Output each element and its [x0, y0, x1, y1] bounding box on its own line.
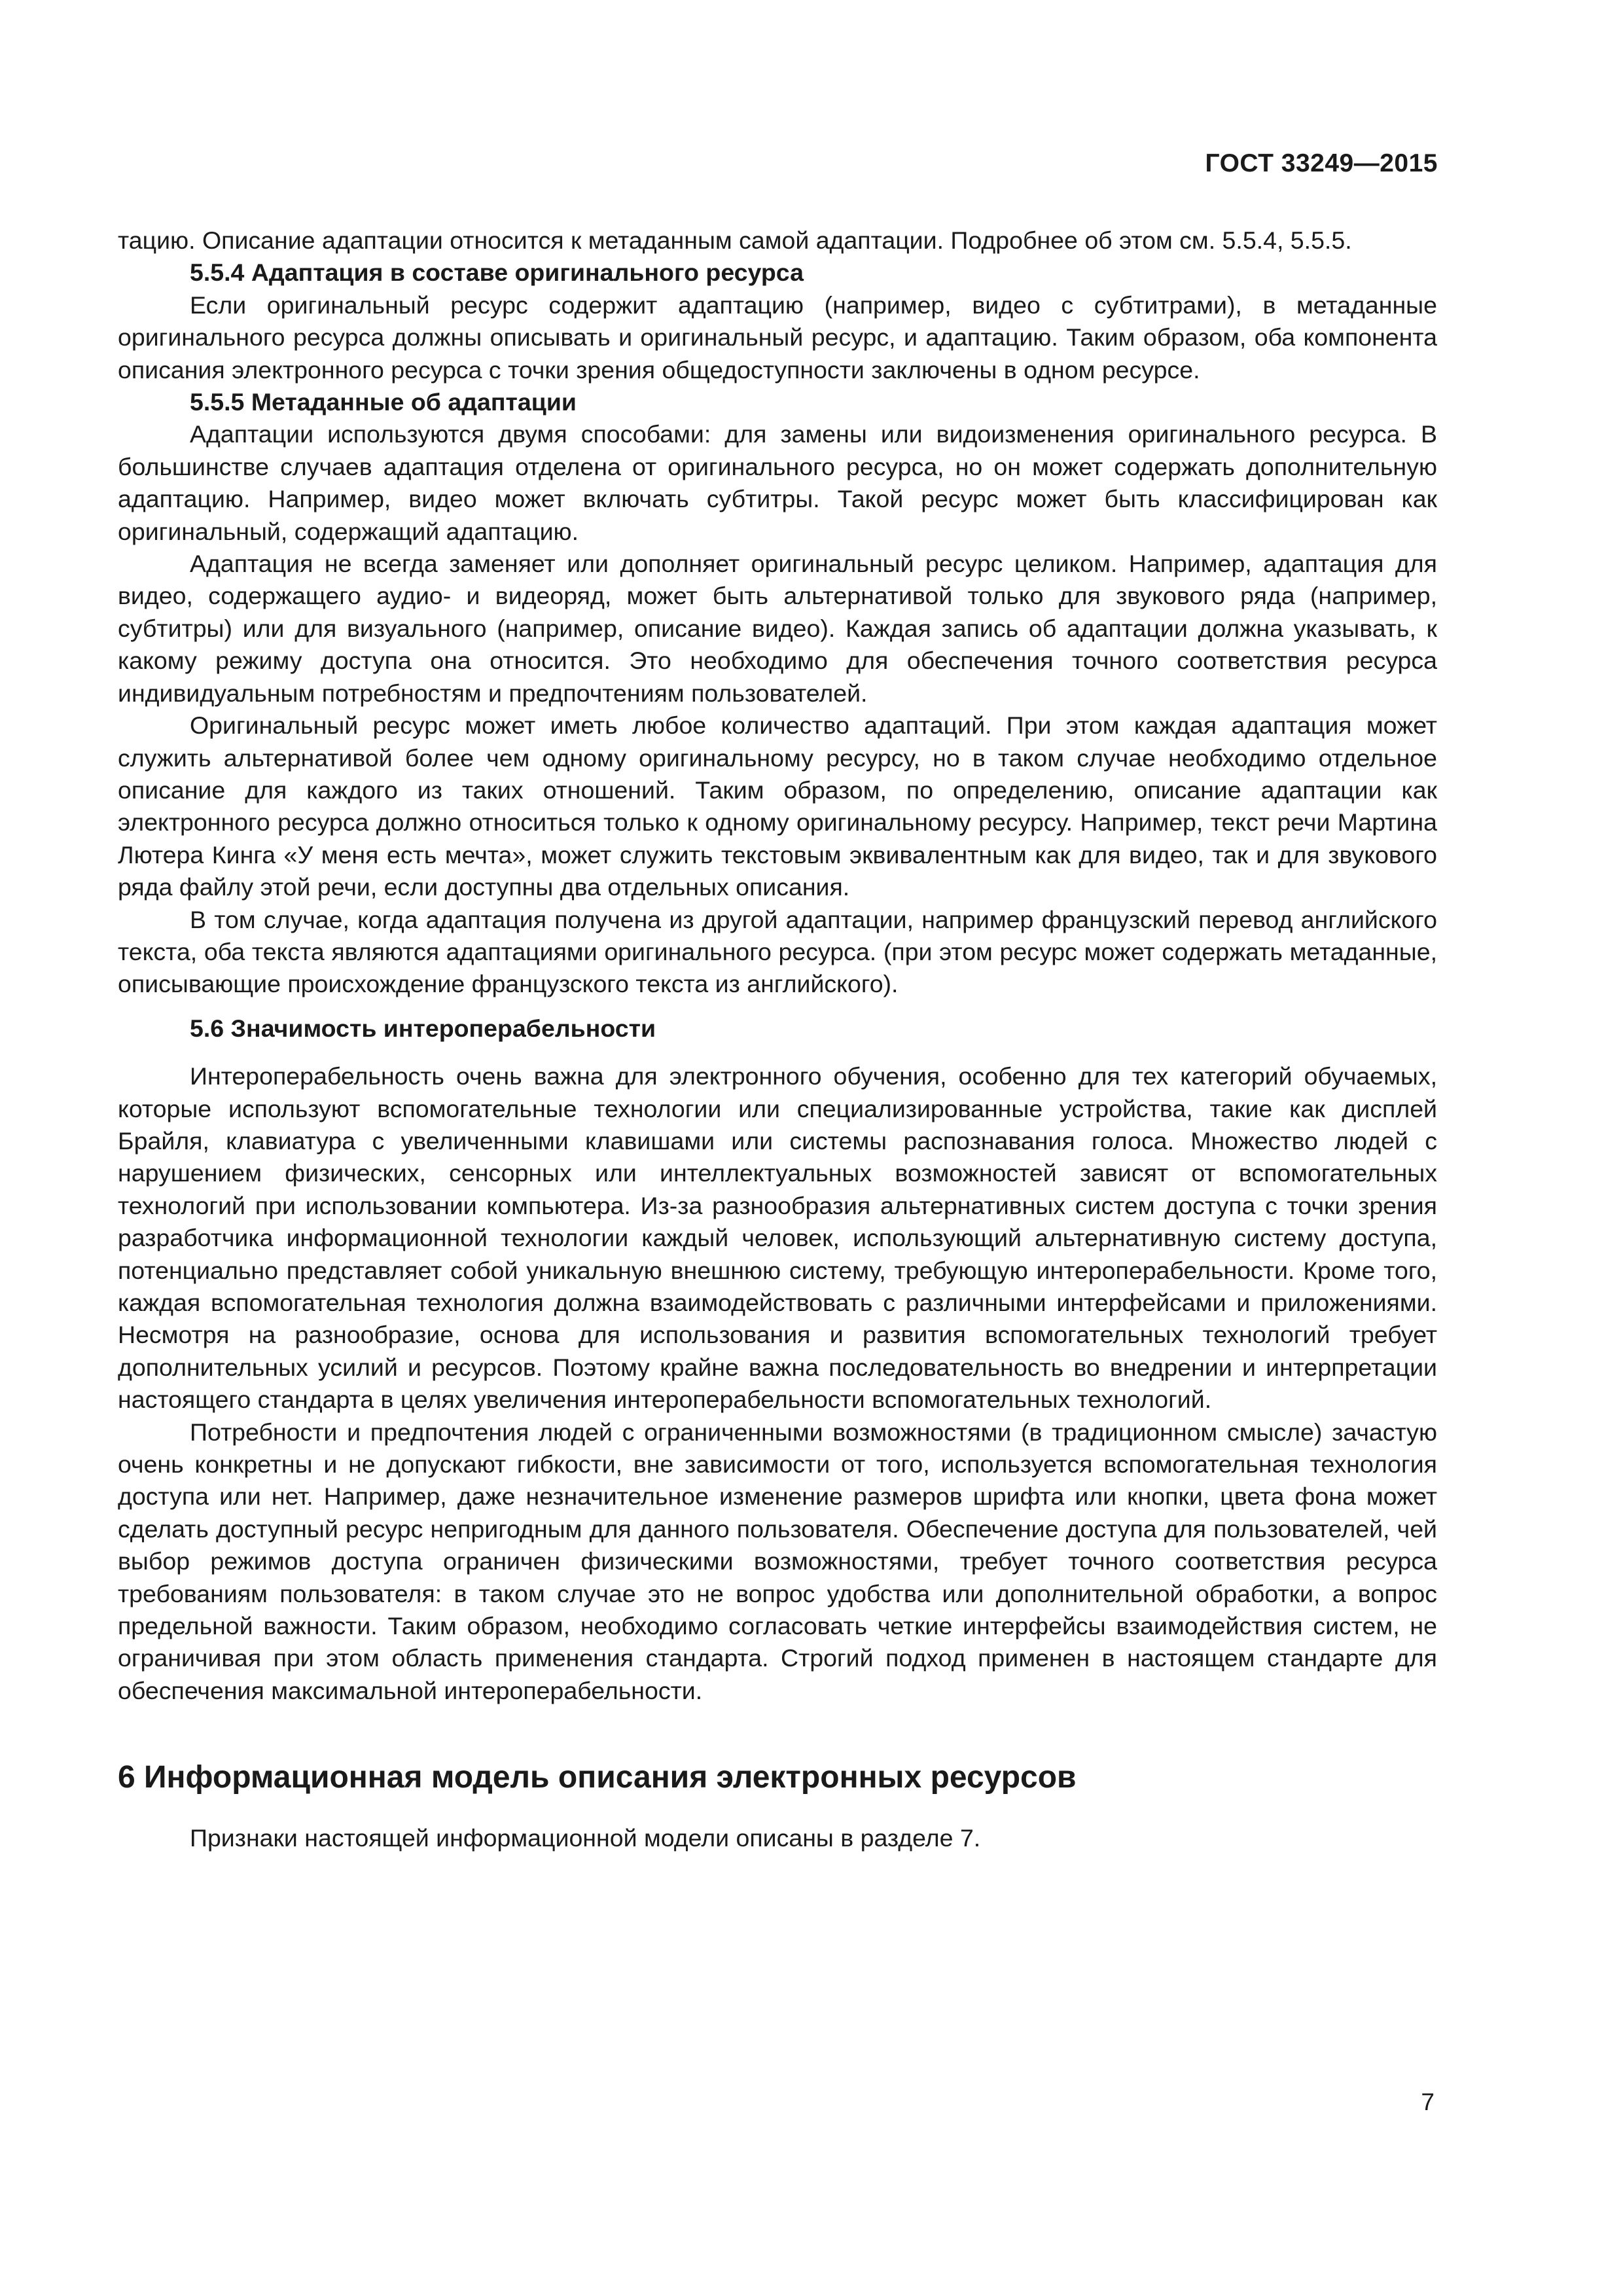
paragraph: Признаки настоящей информационной модели описаны в разделе 7.: [190, 1824, 981, 1852]
page-number: 7: [1421, 2089, 1435, 2115]
paragraph: Адаптации используются двумя способами: для замены или видоизменения оригинального ресурса. В большинстве случаев адаптация отделена от оригинального ресурса, но он может содержать дополнительную адаптацию. Например, видео может включать субтитры. Такой ресурс может быть классифицирован как оригинальный, содержащий адаптацию.: [118, 420, 1437, 545]
heading-5-5-4: 5.5.4 Адаптация в составе оригинального ресурса: [190, 259, 804, 287]
paragraph: Адаптация не всегда заменяет или дополняет оригинальный ресурс целиком. Например, адаптация для видео, содержащего аудио- и видеоряд, может быть альтернативой только для звукового ряда (например, субтитры) или для визуального (например, описание видео). Каждая запись об адаптации должна указывать, к какому режиму доступа она относится. Это необходимо для обеспечения точного соответствия ресурса индивидуальным потребностям и предпочтениям пользователей.: [118, 550, 1437, 707]
heading-5-5-5: 5.5.5 Метаданные об адаптации: [190, 388, 577, 416]
paragraph: Если оригинальный ресурс содержит адаптацию (например, видео с субтитрами), в метаданные оригинального ресурса должны описывать и оригинальный ресурс, и адаптацию. Таким образом, оба компонента описания электронного ресурса с точки зрения общедоступности заключены в одном ресурсе.: [118, 291, 1437, 384]
continuation-paragraph: тацию. Описание адаптации относится к метаданным самой адаптации. Подробнее об этом см. 5.5.4, 5.5.5.: [118, 226, 1352, 254]
heading-section-6: 6 Информационная модель описания электронных ресурсов: [118, 1760, 1077, 1795]
document-body: [118, 224, 1437, 1855]
paragraph: Потребности и предпочтения людей с ограниченными возможностями (в традиционном смысле) зачастую очень конкретны и не допускают гибкости, вне зависимости от того, используется вспомогательная технология доступа или нет. Например, даже незначительное изменение размеров шрифта или кнопки, цвета фона может сделать доступный ресурс непригодным для данного пользователя. Обеспечение доступа для пользователей, чей выбор режимов доступа ограничен физическими возможностями, требует точного соответствия ресурса требованиям пользователя: в таком случае это не вопрос удобства или дополнительной обработки, а вопрос предельной важности. Таким образом, необходимо согласовать четкие интерфейсы взаимодействия систем, не ограничивая при этом область применения стандарта. Строгий подход применен в настоящем стандарте для обеспечения максимальной интероперабельности.: [118, 1418, 1437, 1704]
heading-5-6: 5.6 Значимость интероперабельности: [190, 1014, 656, 1042]
paragraph: В том случае, когда адаптация получена из другой адаптации, например французский перевод английского текста, оба текста являются адаптациями оригинального ресурса. (при этом ресурс может содержать метаданные, описывающие происхождение французского текста из английского).: [118, 905, 1437, 998]
paragraph: Интероперабельность очень важна для электронного обучения, особенно для тех категорий обучаемых, которые используют вспомогательные технологии или специализированные устройства, такие как дисплей Брайля, клавиатура с увеличенными клавишами или системы распознавания голоса. Множество людей с нарушением физических, сенсорных или интеллектуальных возможностей зависят от вспомогательных технологий при использовании компьютера. Из-за разнообразия альтернативных систем доступа с точки зрения разработчика информационной технологии каждый человек, использующий альтернативную систему доступа, потенциально представляет собой уникальную внешнюю систему, требующую интероперабельности. Кроме того, каждая вспомогательная технология должна взаимодействовать с различными интерфейсами и приложениями. Несмотря на разнообразие, основа для использования и развития вспомогательных технологий требует дополнительных усилий и ресурсов. Поэтому крайне важна последовательность во внедрении и интерпретации настоящего стандарта в целях увеличения интероперабельности вспомогательных технологий.: [118, 1062, 1437, 1414]
document-header: ГОСТ 33249—2015: [1205, 149, 1438, 177]
paragraph: Оригинальный ресурс может иметь любое количество адаптаций. При этом каждая адаптация может служить альтернативой более чем одному оригинальному ресурсу, но в таком случае необходимо отдельное описание для каждого из таких отношений. Таким образом, по определению, описание адаптации как электронного ресурса должно относиться только к одному оригинальному ресурсу. Например, текст речи Мартина Лютера Кинга «У меня есть мечта», может служить текстовым эквивалентным как для видео, так и для звукового ряда файлу этой речи, если доступны два отдельных описания.: [118, 711, 1437, 901]
